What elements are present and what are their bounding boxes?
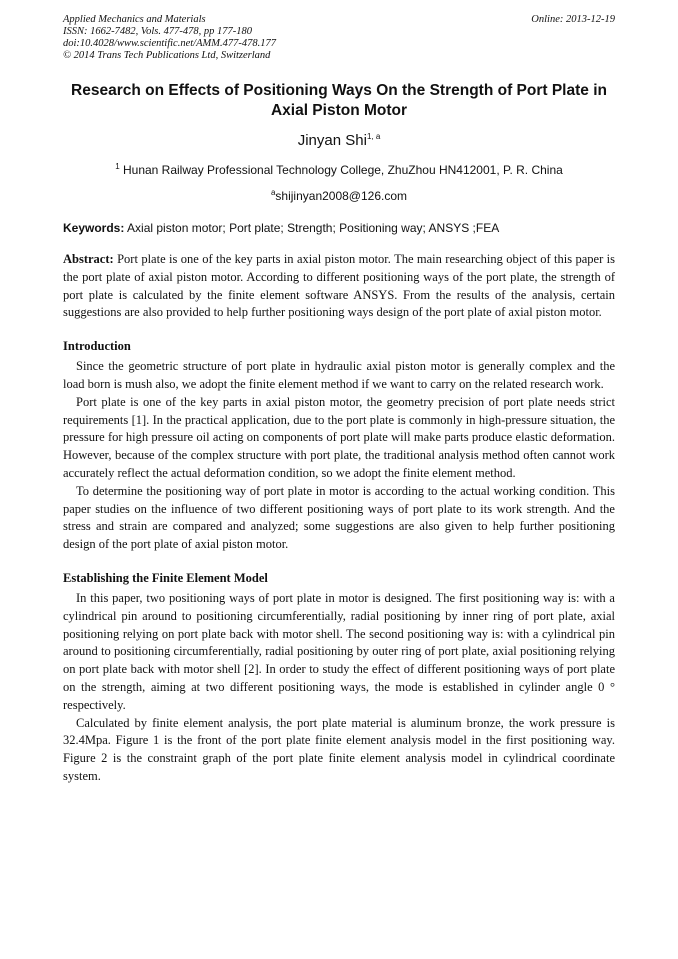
copyright-line: © 2014 Trans Tech Publications Ltd, Switzerland (63, 50, 271, 61)
journal-header (63, 14, 615, 62)
fem-paragraph: Calculated by finite element analysis, the port plate material is aluminum bronze, the work pressure is 32.4Mpa. Figure 1 is the front of the port plate finite element analysis model in the first positioning way. Figure 2 is the constraint graph of the port plate finite element analysis model in cylindrical coordinate system. (63, 715, 615, 783)
section-heading-fem: Establishing the Finite Element Model (63, 570, 268, 585)
fem-section (63, 590, 615, 786)
keywords (63, 221, 615, 235)
journal-name: Applied Mechanics and Materials (63, 14, 206, 25)
keywords-label: Keywords: (63, 221, 125, 235)
introduction-section (63, 358, 615, 554)
abstract-text: Port plate is one of the key parts in axial piston motor. The main researching object of this paper is the port plate of axial piston motor. According to different positioning ways of the port plate, the strength of port plate is calculated by the finite element software ANSYS. From the results of the analysis, certain suggestions are also provided to help further positioning ways design of the port plate of axial piston motor. (63, 252, 615, 320)
author-sup: 1, a (366, 132, 381, 141)
author-name: Jinyan Shi (297, 132, 367, 149)
keywords-text: Axial piston motor; Port plate; Strength; Positioning way; ANSYS ;FEA (127, 221, 500, 235)
author-line (63, 132, 615, 149)
affiliation (63, 162, 615, 177)
doi-line: doi:10.4028/www.scientific.net/AMM.477-478.177 (63, 38, 276, 49)
email-text: shijinyan2008@126.com (275, 189, 408, 203)
affiliation-sup: 1 (115, 162, 120, 171)
fem-paragraph: In this paper, two positioning ways of port plate in motor is designed. The first positioning way is: with a cylindrical pin around to positioning circumferentially, radial positioning by inner ring of port plate, axial positioning relying on port plate back with motor shell. The second positioning way is: with a cylindrical pin around to positioning circumferentially, radial positioning by outer ring of port plate, axial positioning relying on port plate back with motor shell [2]. In order to study the effect of different positioning ways of port plate on the strength, aiming at two different positioning ways, the mode is established in cylinder angle 0 ° respectively. (63, 590, 615, 712)
abstract (63, 251, 615, 322)
online-date: Online: 2013-12-19 (531, 14, 615, 25)
affiliation-text: Hunan Railway Professional Technology College, ZhuZhou HN412001, P. R. China (122, 163, 563, 177)
paper-title: Research on Effects of Positioning Ways On the Strength of Port Plate in Axial Piston Motor (71, 82, 607, 119)
email-sup: a (270, 188, 276, 197)
introduction-paragraph: Since the geometric structure of port plate in hydraulic axial piston motor is generally complex and the load born is mush also, we adopt the finite element method if we want to carry on the related research work. (63, 359, 615, 391)
author-email (63, 188, 615, 203)
introduction-paragraph: To determine the positioning way of port plate in motor is according to the actual working condition. This paper studies on the influence of two different positioning ways of port plate to its work strength. And the stress and strain are compared and analyzed; some suggestions are also given to help further positioning design of the port plate of axial piston motor. (63, 483, 615, 552)
paper-page (63, 14, 615, 786)
section-heading-introduction: Introduction (63, 339, 131, 354)
abstract-label: Abstract: (63, 252, 114, 266)
issn-line: ISSN: 1662-7482, Vols. 477-478, pp 177-180 (63, 26, 252, 37)
introduction-paragraph: Port plate is one of the key parts in axial piston motor, the geometry precision of port plate needs strict requirements [1]. In the practical application, due to the port plate is commonly in high-pressure situation, the pressure for high pressure oil acting on components of port plate will make parts produce elastic deformation. However, because of the complex structure with port plate, the traditional analysis method often cannot work accurately reflect the actual deformation condition, so we adopt the finite element method. (63, 394, 615, 480)
